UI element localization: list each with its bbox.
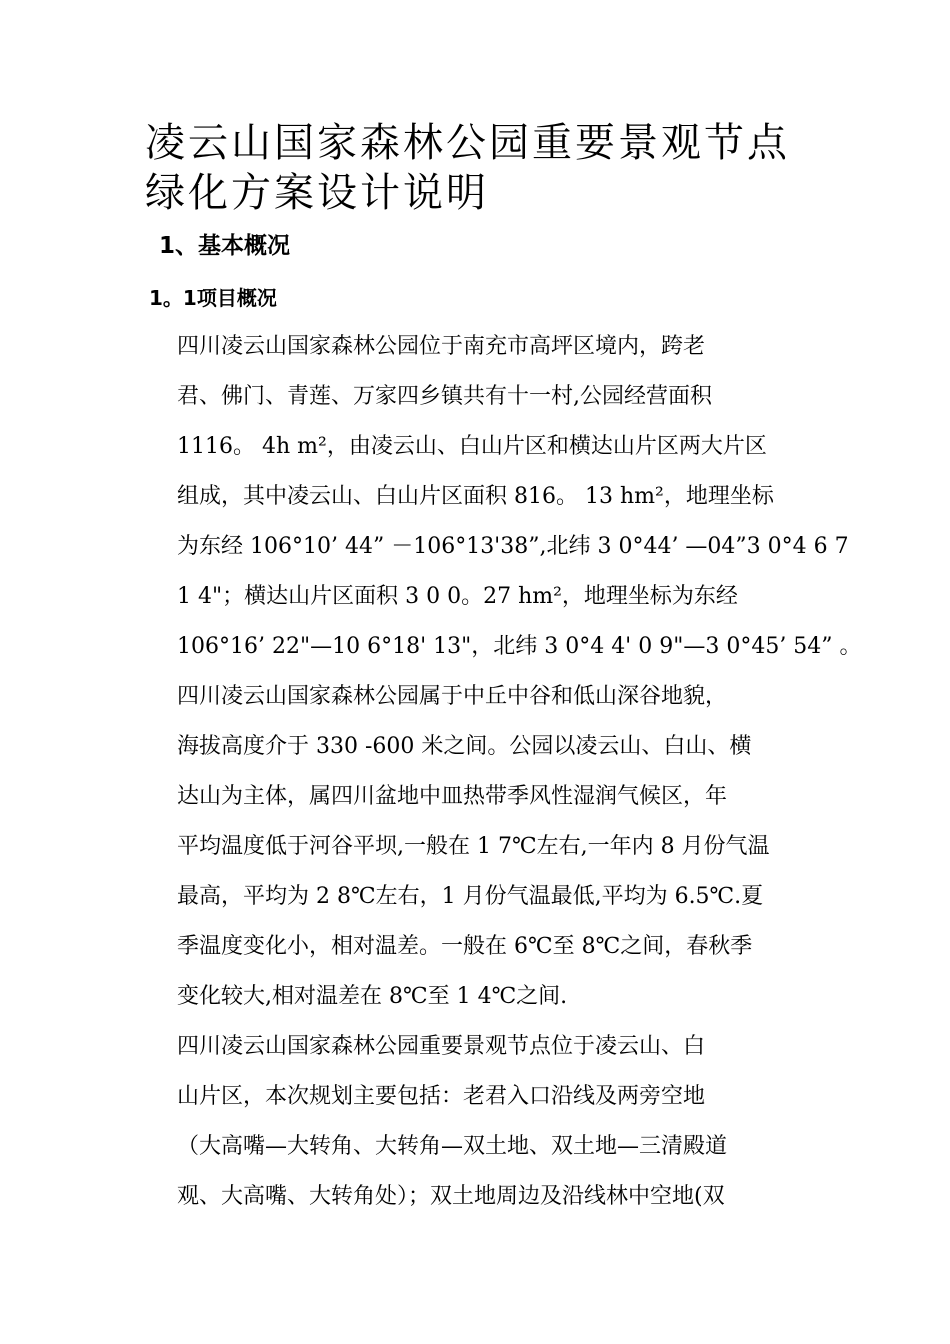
paragraph-climate — [145, 672, 810, 1022]
paragraph-line: 为东经 106°10’ 44” －106°13'38”,北纬 3 0°44’ —04”3 0°4 6 7 — [177, 534, 849, 559]
paragraph-line: 山片区，本次规划主要包括：老君入口沿线及两旁空地 — [177, 1084, 706, 1109]
document-page — [145, 118, 862, 1222]
paragraph-line: （大高嘴—大转角、大转角—双土地、双土地—三清殿道 — [177, 1134, 728, 1159]
paragraph-line: 达山为主体，属四川盆地中皿热带季风性湿润气候区，年 — [177, 784, 728, 809]
paragraph-location — [145, 322, 862, 672]
paragraph-landscape-nodes — [145, 1022, 810, 1222]
paragraph-line: 四川凌云山国家森林公园位于南充市高坪区境内，跨老 — [177, 334, 706, 359]
paragraph-line: 海拔高度介于 330 -600 米之间。公园以凌云山、白山、横 — [177, 734, 752, 759]
paragraph-line: 四川凌云山国家森林公园重要景观节点位于凌云山、白 — [177, 1034, 706, 1059]
paragraph-line: 季温度变化小，相对温差。一般在 6℃至 8℃之间，春秋季 — [177, 934, 753, 959]
paragraph-line: 1116。 4h m²，由凌云山、白山片区和横达山片区两大片区 — [177, 434, 767, 459]
paragraph-line: 观、大高嘴、大转角处）；双土地周边及沿线林中空地(双 — [177, 1184, 725, 1209]
title-line-2: 绿化方案设计说明 — [145, 170, 489, 216]
paragraph-line: 四川凌云山国家森林公园属于中丘中谷和低山深谷地貌， — [177, 684, 728, 709]
paragraph-line: 最高，平均为 2 8℃左右，1 月份气温最低,平均为 6.5℃.夏 — [177, 884, 764, 909]
title-line-1: 凌云山国家森林公园重要景观节点 — [145, 120, 790, 166]
paragraph-line: 君、佛门、青莲、万家四乡镇共有十一村,公园经营面积 — [177, 384, 712, 409]
paragraph-line: 变化较大,相对温差在 8℃至 1 4℃之间. — [177, 984, 568, 1009]
paragraph-line: 106°16’ 22"—10 6°18' 13"，北纬 3 0°4 4' 0 9"—3 0°45’ 54” 。 — [177, 634, 862, 659]
paragraph-line: 1 4"；横达山片区面积 3 0 0。27 hm²，地理坐标为东经 — [177, 584, 738, 609]
subsection-heading-project-overview: 1。1项目概况 — [149, 286, 277, 310]
paragraph-line: 平均温度低于河谷平坝,一般在 1 7℃左右,一年内 8 月份气温 — [177, 834, 770, 859]
section-heading-basic-overview: 1、基本概况 — [159, 233, 291, 259]
paragraph-line: 组成，其中凌云山、白山片区面积 816。 13 hm²，地理坐标 — [177, 484, 774, 509]
document-title — [145, 118, 810, 218]
